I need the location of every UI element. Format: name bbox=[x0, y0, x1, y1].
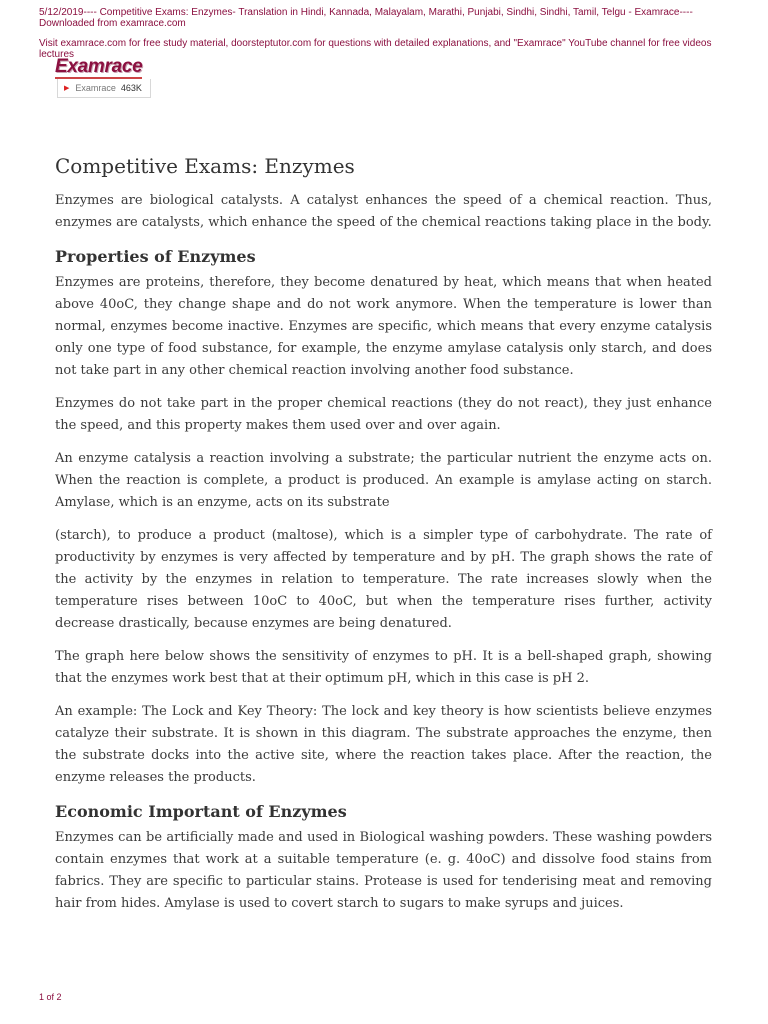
promo-link[interactable]: Visit examrace.com for free study material, doorsteptutor.com for questions with detailed explanations, and "Examrace" YouTube channel for free videos lectures bbox=[39, 38, 712, 60]
paragraph: Enzymes are proteins, therefore, they become denatured by heat, which means that when heated above 40oC, they change shape and do not work anymore. When the temperature is lower than normal, enzymes become inactive. Enzymes are specific, which means that every enzyme catalysis only one type of food substance, for example, the enzyme amylase catalysis only starch, and does not take part in any other chemical reaction involving another food substance. bbox=[55, 275, 712, 378]
section-heading-properties: Properties of Enzymes bbox=[55, 247, 256, 266]
examrace-logo[interactable]: Examrace bbox=[55, 56, 143, 77]
channel-name: Examrace bbox=[75, 83, 116, 93]
article-body bbox=[55, 152, 712, 926]
paragraph: The graph here below shows the sensitivity of enzymes to pH. It is a bell-shaped graph, showing that the enzymes work best that at their optimum pH, which in this case is pH 2. bbox=[55, 649, 712, 686]
print-header: 5/12/2019---- Competitive Exams: Enzymes- Translation in Hindi, Kannada, Malayalam, Marathi, Punjabi, Sindhi, Sindhi, Tamil, Telgu - Examrace---- Downloaded from examrace.com bbox=[39, 7, 693, 29]
paragraph: An example: The Lock and Key Theory: The lock and key theory is how scientists believe enzymes catalyze their substrate. It is shown in this diagram. The substrate approaches the enzyme, then the substrate docks into the active site, where the reaction takes place. After the reaction, the enzyme releases the products. bbox=[55, 704, 712, 785]
youtube-subscribe-widget[interactable] bbox=[57, 79, 151, 98]
intro-paragraph: Enzymes are biological catalysts. A catalyst enhances the speed of a chemical reaction. Thus, enzymes are catalysts, which enhance the speed of the chemical reactions taking place in the body. bbox=[55, 193, 712, 230]
subscriber-count: 463K bbox=[120, 83, 142, 93]
paragraph: Enzymes can be artificially made and used in Biological washing powders. These washing powders contain enzymes that work at a suitable temperature (e. g. 40oC) and dissolve food stains from fabrics. They are specific to particular stains. Protease is used for tenderising meat and removing hair from hides. Amylase is used to covert starch to sugars to make syrups and juices. bbox=[55, 830, 712, 911]
play-icon: ▶ bbox=[64, 85, 70, 92]
paragraph: Enzymes do not take part in the proper chemical reactions (they do not react), they just enhance the speed, and this property makes them used over and over again. bbox=[55, 396, 712, 433]
page-number: 1 of 2 bbox=[39, 992, 62, 1002]
paragraph: An enzyme catalysis a reaction involving a substrate; the particular nutrient the enzyme acts on. When the reaction is complete, a product is produced. An example is amylase acting on starch. Amylase, which is an enzyme, acts on its substrate bbox=[55, 451, 712, 510]
page-title: Competitive Exams: Enzymes bbox=[55, 154, 355, 178]
paragraph: (starch), to produce a product (maltose), which is a simpler type of carbohydrate. The rate of productivity by enzymes is very affected by temperature and by pH. The graph shows the rate of the activity by the enzymes in relation to temperature. The rate increases slowly when the temperature rises between 10oC to 40oC, but when the temperature rises further, activity decrease drastically, because enzymes are being denatured. bbox=[55, 528, 712, 631]
section-heading-economic: Economic Important of Enzymes bbox=[55, 802, 347, 821]
